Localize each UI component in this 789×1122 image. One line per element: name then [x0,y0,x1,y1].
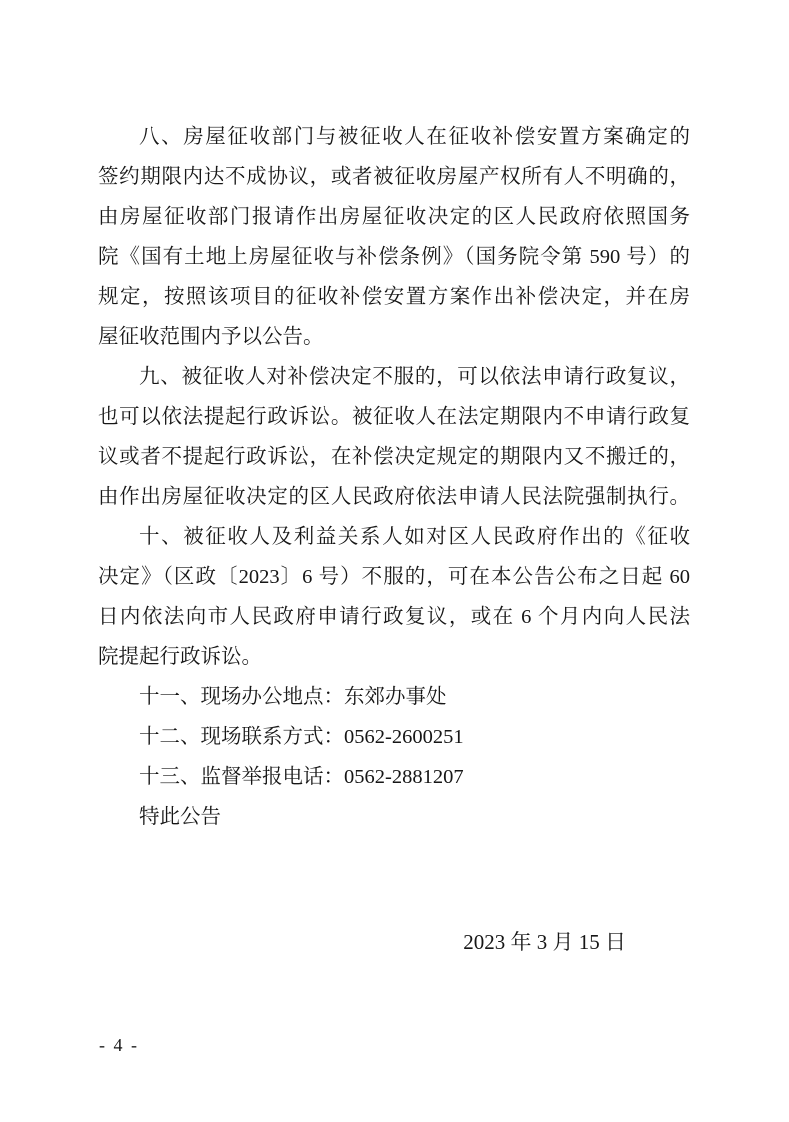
clause-9 [98,357,690,517]
clause-9-line-1: 九、被征收人对补偿决定不服的，可以依法申请行政复议， [139,366,690,388]
clause-10-line-3: 日内依法向市人民政府申请行政复议，或在 6 个月内向人民法 [98,606,690,628]
clause-12-line-1: 十二、现场联系方式：0562-2600251 [139,726,464,748]
clause-10-line-2: 决定》（区政〔2023〕6 号）不服的，可在本公告公布之日起 60 [98,566,690,588]
closing-statement [98,797,690,837]
clause-8-line-1: 八、房屋征收部门与被征收人在征收补偿安置方案确定的 [139,126,690,148]
clause-8-line-6: 屋征收范围内予以公告。 [98,326,324,348]
clause-11-line-1: 十一、现场办公地点：东郊办事处 [139,686,447,708]
clause-10-line-4: 院提起行政诉讼。 [98,646,262,668]
clause-8-line-4: 院《国有土地上房屋征收与补偿条例》（国务院令第 590 号）的 [98,246,690,268]
clause-10 [98,517,690,677]
clause-8-line-2: 签约期限内达不成协议，或者被征收房屋产权所有人不明确的， [98,166,690,188]
clause-9-line-4: 由作出房屋征收决定的区人民政府依法申请人民法院强制执行。 [98,486,690,508]
notice-body [98,117,690,837]
clause-9-line-2: 也可以依法提起行政诉讼。被征收人在法定期限内不申请行政复 [98,406,690,428]
clause-13 [98,757,690,797]
clause-10-line-1: 十、被征收人及利益关系人如对区人民政府作出的《征收 [139,526,690,548]
date-line: 2023 年 3 月 15 日 [463,930,626,954]
clause-13-line-1: 十三、监督举报电话：0562-2881207 [139,766,464,788]
clause-8-line-3: 由房屋征收部门报请作出房屋征收决定的区人民政府依照国务 [98,206,690,228]
clause-8-line-5: 规定，按照该项目的征收补偿安置方案作出补偿决定，并在房 [98,286,690,308]
clause-11 [98,677,690,717]
closing-statement-line-1: 特此公告 [139,806,221,828]
clause-9-line-3: 议或者不提起行政诉讼，在补偿决定规定的期限内又不搬迁的， [98,446,690,468]
clause-12 [98,717,690,757]
clause-8 [98,117,690,357]
page-number: - 4 - [99,1035,139,1055]
